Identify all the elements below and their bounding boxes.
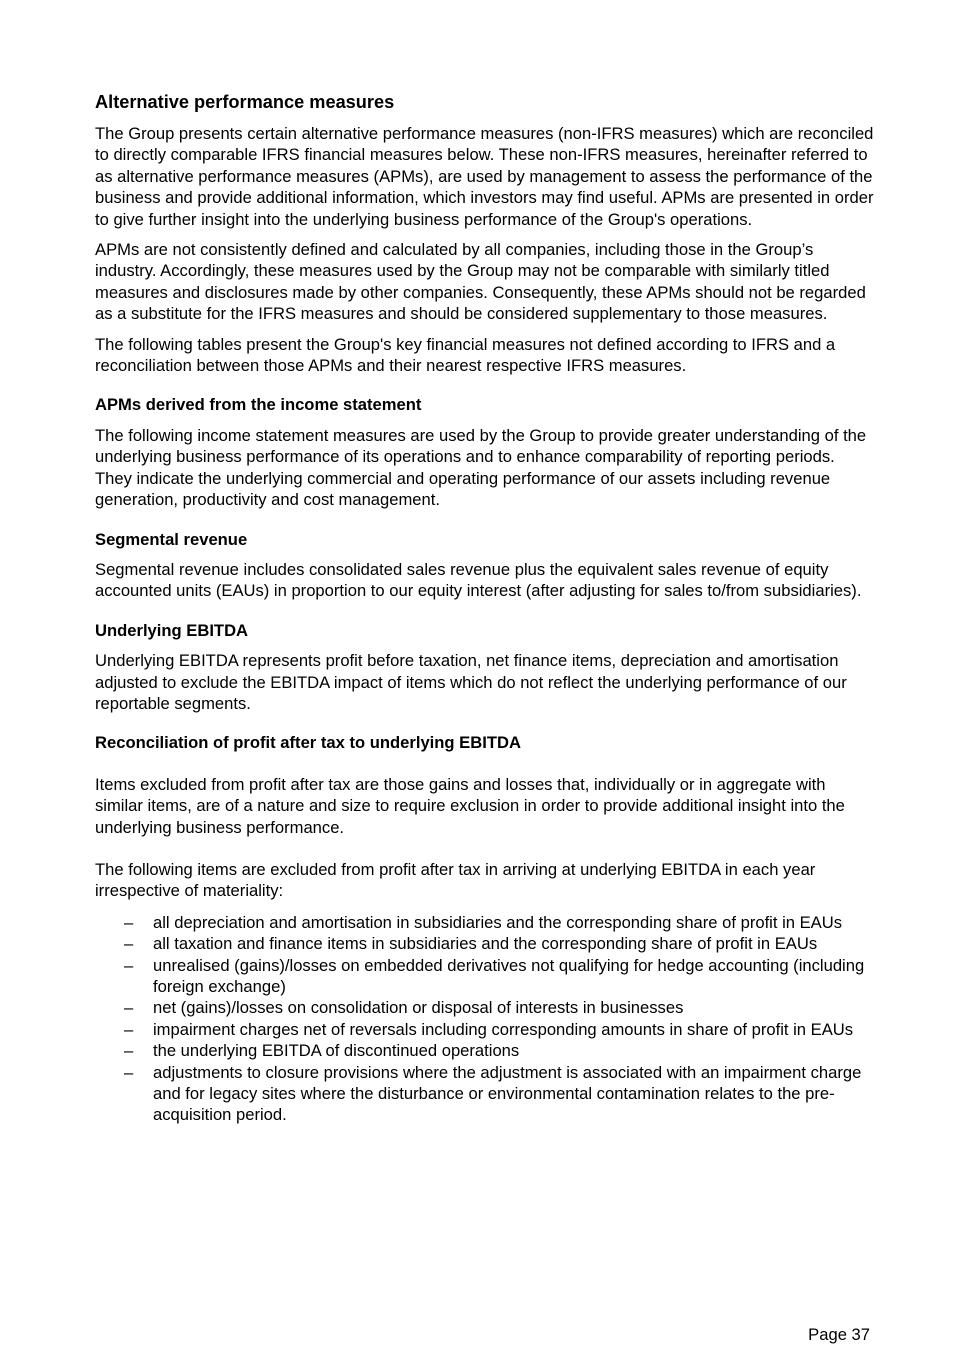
section-title-income-statement: APMs derived from the income statement <box>95 395 422 415</box>
dash-bullet: – <box>124 912 134 932</box>
page-heading: Alternative performance measures <box>95 92 395 112</box>
list-item-text: all depreciation and amortisation in subsidiaries and the corresponding share of profit in EAUs <box>153 912 843 932</box>
intro-paragraph-1: The Group presents certain alternative performance measures (non-IFRS measures) which are reconciled to directly comparable IFRS financial measures below. These non-IFRS measures, hereinafter referred to as alternative performance measures (APMs), are used by management to assess the performance of the business and provide additional information, which investors may find useful. APMs are presented in order to give further insight into the underlying business performance of the Group's operations. <box>95 124 874 229</box>
list-item-text: the underlying EBITDA of discontinued operations <box>153 1041 520 1061</box>
excluded-items-list <box>95 912 875 1126</box>
section-title-reconciliation: Reconciliation of profit after tax to underlying EBITDA <box>95 733 521 753</box>
dash-bullet: – <box>124 1019 134 1039</box>
list-item <box>95 1062 875 1126</box>
section-income-statement <box>95 394 875 510</box>
list-item-text: all taxation and finance items in subsidiaries and the corresponding share of profit in EAUs <box>153 934 818 954</box>
list-item <box>95 997 875 1018</box>
section-body-income-statement: The following income statement measures are used by the Group to provide greater understanding of the underlying business performance of its operations and to enhance comparability of reporting periods. They indicate the underlying commercial and operating performance of our assets including revenue generation, productivity and cost management. <box>95 425 867 510</box>
section-segmental-revenue <box>95 529 875 602</box>
list-item-text: unrealised (gains)/losses on embedded derivatives not qualifying for hedge accounting (including foreign exchange) <box>153 955 865 996</box>
reconciliation-body-2: The following items are excluded from profit after tax in arriving at underlying EBITDA in each year irrespective of materiality: <box>95 859 816 901</box>
list-item-text: impairment charges net of reversals including corresponding amounts in share of profit in EAUs <box>153 1019 854 1039</box>
list-item <box>95 955 875 998</box>
dash-bullet: – <box>124 934 134 954</box>
section-title-segmental-revenue: Segmental revenue <box>95 529 248 549</box>
page-number: Page 37 <box>808 1325 870 1344</box>
section-body-segmental-revenue: Segmental revenue includes consolidated sales revenue plus the equivalent sales revenue of equity accounted units (EAUs) in proportion to our equity interest (after adjusting for sales to/from subsidiaries). <box>95 559 862 601</box>
list-item <box>95 933 875 954</box>
list-item-text: net (gains)/losses on consolidation or disposal of interests in businesses <box>153 998 684 1018</box>
dash-bullet: – <box>124 1062 134 1082</box>
list-item <box>95 1019 875 1040</box>
document-page <box>95 91 875 1126</box>
section-title-underlying-ebitda: Underlying EBITDA <box>95 620 249 640</box>
list-item <box>95 912 875 933</box>
list-item <box>95 1040 875 1061</box>
section-reconciliation <box>95 732 875 1126</box>
dash-bullet: – <box>124 1041 134 1061</box>
intro-paragraph-3: The following tables present the Group's key financial measures not defined according to IFRS and a reconciliation between those APMs and their nearest respective IFRS measures. <box>95 334 836 376</box>
dash-bullet: – <box>124 998 134 1018</box>
dash-bullet: – <box>124 955 134 975</box>
intro-paragraph-2: APMs are not consistently defined and calculated by all companies, including those in the Group’s industry. Accordingly, these measures used by the Group may not be comparable with similarly titled measures and disclosures made by other companies. Consequently, these APMs should not be regarded as a substitute for the IFRS measures and should be considered supplementary to those measures. <box>95 240 866 324</box>
list-item-text: adjustments to closure provisions where the adjustment is associated with an impairment charge and for legacy sites where the disturbance or environmental contamination relates to the pre-acquisition period. <box>153 1062 862 1125</box>
section-underlying-ebitda <box>95 620 875 715</box>
section-body-underlying-ebitda: Underlying EBITDA represents profit before taxation, net finance items, depreciation and amortisation adjusted to exclude the EBITDA impact of items which do not reflect the underlying performance of our reportable segments. <box>95 651 847 713</box>
reconciliation-body-1: Items excluded from profit after tax are those gains and losses that, individually or in aggregate with similar items, are of a nature and size to require exclusion in order to provide additional insight into the underlying business performance. <box>95 774 845 837</box>
